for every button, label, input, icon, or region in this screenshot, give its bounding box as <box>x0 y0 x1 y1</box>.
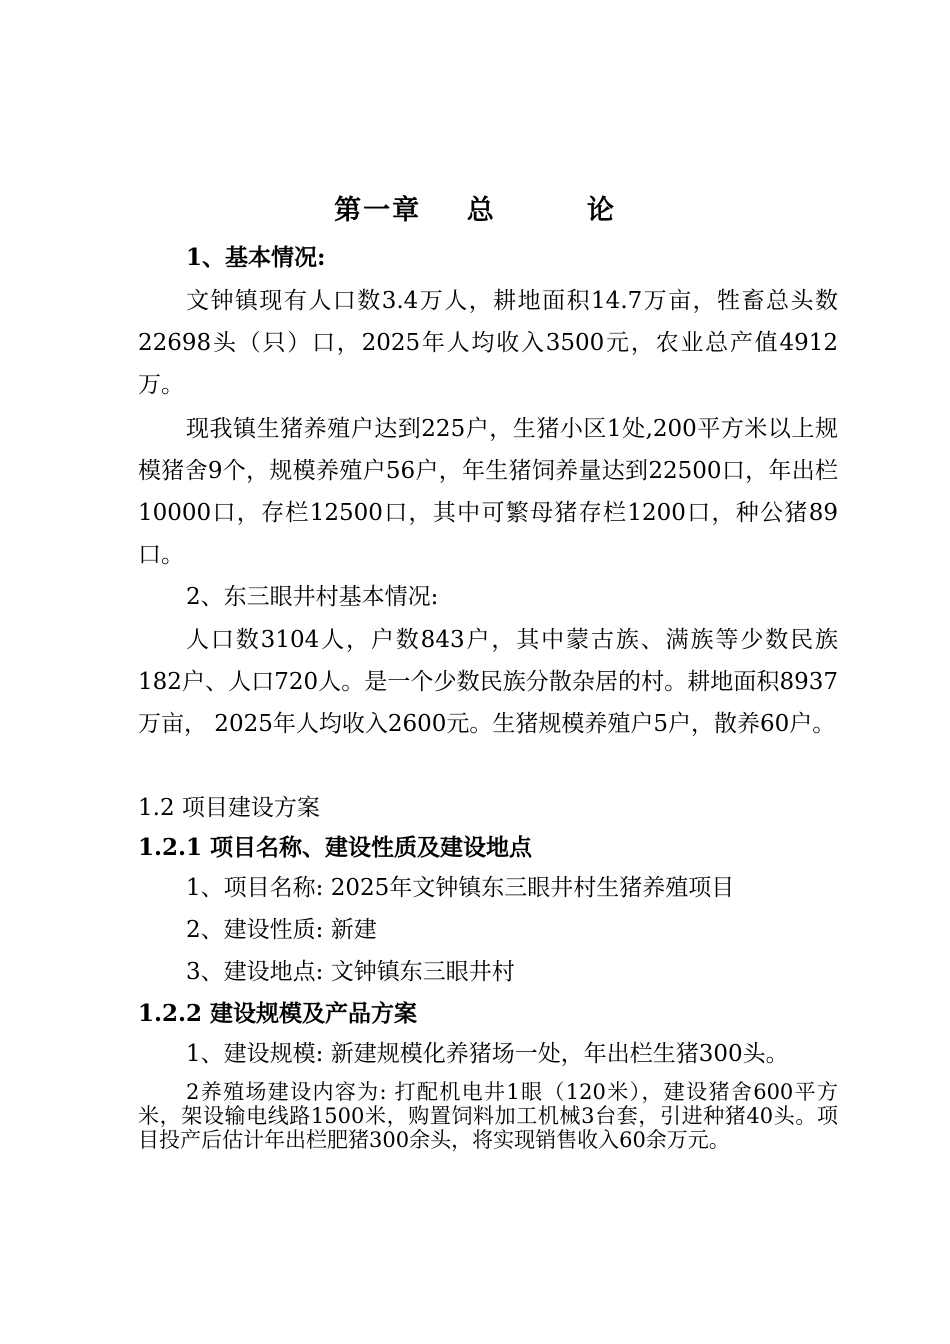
item-construction-location: 3、建设地点: 文钟镇东三眼井村 <box>186 959 515 985</box>
item-construction-nature: 2、建设性质: 新建 <box>186 917 377 943</box>
heading-1-2-2: 1.2.2 建设规模及产品方案 <box>138 1000 418 1027</box>
section-1-heading: 1、基本情况: <box>186 244 326 271</box>
section-2-paragraph-1: 人口数3104人，户数843户，其中蒙古族、满族等少数民族182户、人口720人。是一个少数民族分散杂居的村。耕地面积8937万亩， 2025年人均收入2600元。生猪规模养殖户5户，散养60户。 <box>138 627 838 737</box>
item-construction-scale: 1、建设规模: 新建规模化养猪场一处，年出栏生猪300头。 <box>186 1041 789 1067</box>
item-construction-content: 2养殖场建设内容为: 打配机电井1眼（120米），建设猪舍600平方米，架设输电线路1500米，购置饲料加工机械3台套，引进种猪40头。项目投产后估计年出栏肥猪300余头，将实现销售收入60余万元。 <box>138 1080 838 1152</box>
chapter-title: 第一章 总 论 <box>334 195 616 226</box>
section-1-paragraph-1: 文钟镇现有人口数3.4万人，耕地面积14.7万亩，牲畜总头数22698头（只）口，2025年人均收入3500元，农业总产值4912万。 <box>138 288 838 398</box>
item-project-name: 1、项目名称: 2025年文钟镇东三眼井村生猪养殖项目 <box>186 875 735 901</box>
section-2-heading: 2、东三眼井村基本情况: <box>186 584 439 610</box>
heading-1-2-1: 1.2.1 项目名称、建设性质及建设地点 <box>138 834 533 861</box>
section-1-paragraph-2: 现我镇生猪养殖户达到225户，生猪小区1处,200平方米以上规模猪舍9个，规模养殖户56户，年生猪饲养量达到22500口，年出栏10000口，存栏12500口，其中可繁母猪存栏1200口，种公猪89口。 <box>138 416 838 568</box>
heading-1-2: 1.2 项目建设方案 <box>138 795 320 821</box>
